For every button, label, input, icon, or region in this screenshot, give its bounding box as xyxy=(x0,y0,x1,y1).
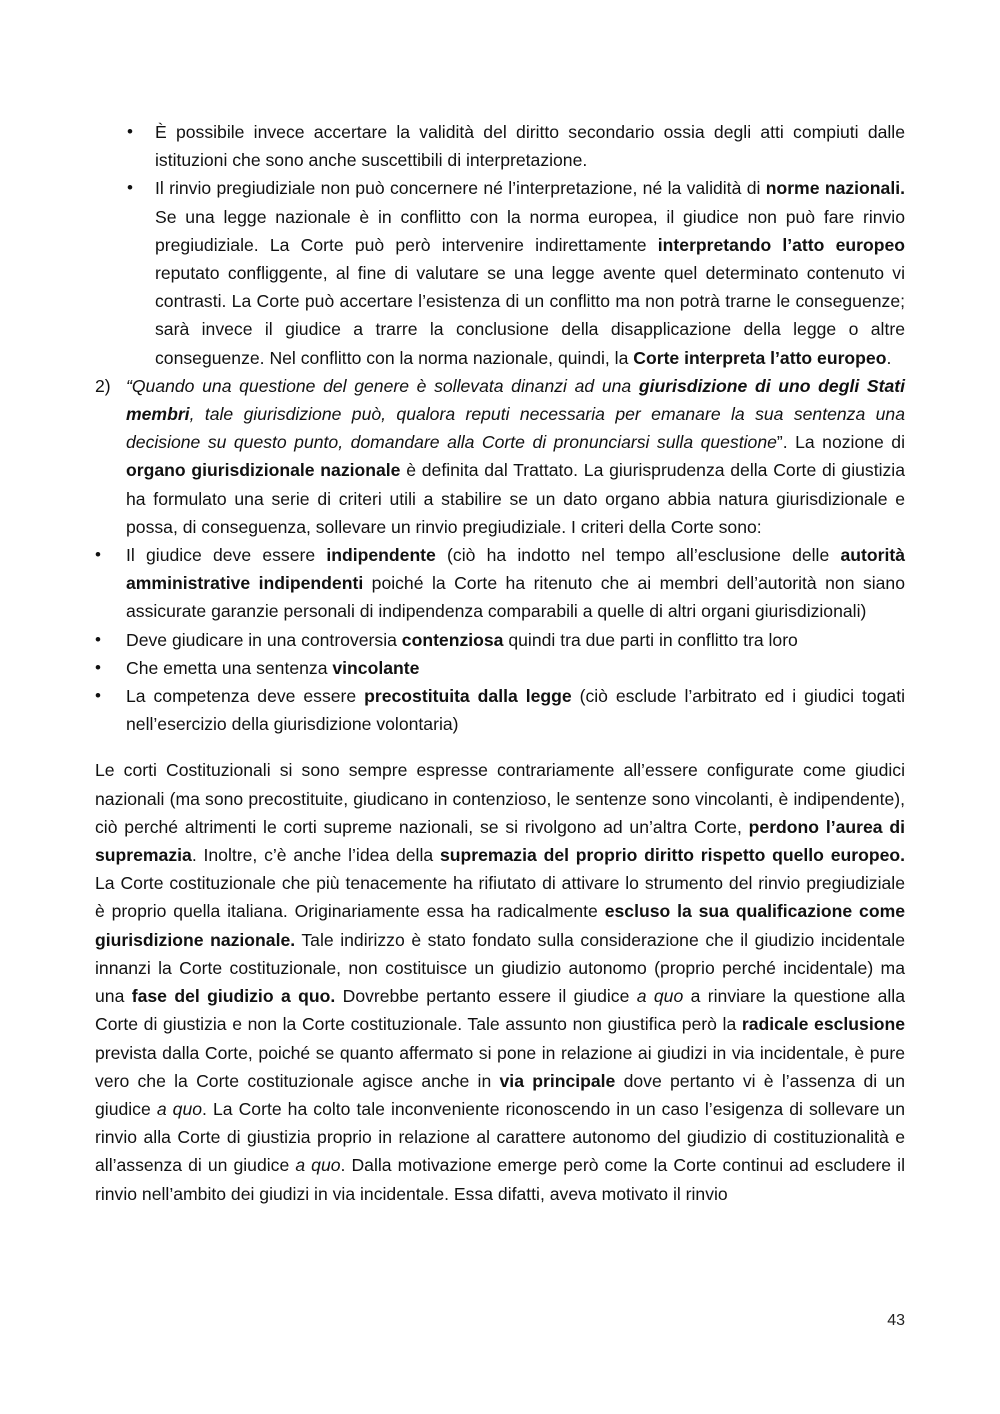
bullet-item xyxy=(95,174,905,371)
text-run: quindi tra due parti in conflitto tra loro xyxy=(503,629,798,650)
text-run: . La Corte ha colto tale inconveniente riconoscendo in un caso l’esigenza di sollevare un rinvio alla Corte di giustizia proprio in relazione al carattere autonomo del giudizio di costituzionalità e all’assenza di un giudice xyxy=(95,1098,905,1176)
body-paragraph xyxy=(95,756,905,1207)
criteria-bullet-item xyxy=(95,626,905,654)
text-run: . xyxy=(886,347,892,368)
italic-text-run: , tale giurisdizione può, qualora reputi necessaria per emanare la sua sentenza una decisione su questo punto, domandare alla Corte di pronunciarsi sulla questione xyxy=(126,404,905,453)
criteria-bullet-item xyxy=(95,541,905,626)
bullet-item xyxy=(95,118,905,174)
page-number: 43 xyxy=(887,1312,905,1329)
text-run: dove pertanto vi è l’assenza di un giudice xyxy=(95,1070,905,1119)
bold-text-run: giurisdizione di uno degli Stati membri xyxy=(126,375,905,425)
bold-text-run: escluso la sua qualificazione come giurisdizione nazionale. xyxy=(95,901,905,950)
bold-text-run: via principale xyxy=(499,1070,616,1091)
bold-text-run: autorità amministrative indipendenti xyxy=(126,545,905,594)
text-run: Se una legge nazionale è in conflitto con la norma europea, il giudice non può fare rinvio pregiudiziale. La Corte può però intervenire indirettamente xyxy=(155,206,905,255)
page-body xyxy=(95,118,905,1208)
text-run: (ciò ha indotto nel tempo all’esclusione delle xyxy=(435,545,841,566)
text-run: è definita dal Trattato. La giurisprudenza della Corte di giustizia ha formulato una serie di criteri utili a stabilire se un dato organo abbia natura giurisdizionale e possa, di conseguenza, sollevare un rinvio pregiudiziale. I criteri della Corte sono: xyxy=(126,460,905,537)
criteria-bullet-item xyxy=(95,682,905,738)
text-run: Deve giudicare in una controversia xyxy=(126,629,402,650)
italic-text-run: “Quando una questione del genere è sollevata dinanzi ad una xyxy=(126,375,639,396)
text-run: . Dalla motivazione emerge però come la Corte continui ad escludere il rinvio nell’ambito dei giudizi in via incidentale. Essa difatti, aveva motivato il rinvio xyxy=(95,1155,905,1204)
bold-text-run: vincolante xyxy=(332,657,420,678)
criteria-bullet-item xyxy=(95,654,905,682)
italic-text-run: a quo xyxy=(295,1155,341,1176)
italic-text-run: a quo xyxy=(156,1098,203,1119)
bold-text-run: indipendente xyxy=(326,545,436,566)
bold-text-run: contenziosa xyxy=(401,629,504,650)
numbered-item xyxy=(95,372,905,541)
list-number: 2) xyxy=(95,375,111,396)
text-run: È possibile invece accertare la validità del diritto secondario ossia degli atti compiuti dalle istituzioni che sono anche suscettibili di interpretazione. xyxy=(155,122,905,171)
text-run: La Corte costituzionale che più tenacemente ha rifiutato di attivare lo strumento del rinvio pregiudiziale è proprio quella italiana. Originariamente essa ha radicalmente xyxy=(95,873,905,922)
text-run: Il rinvio pregiudiziale non può concernere né l’interpretazione, né la validità di xyxy=(155,178,766,199)
text-run: . Inoltre, c’è anche l’idea della xyxy=(191,845,440,866)
bold-text-run: fase del giudizio a quo. xyxy=(131,986,336,1007)
text-run: reputato confliggente, al fine di valutare se una legge avente quel determinato contenuto vi contrasti. La Corte può accertare l’esistenza di un conflitto ma non potrà trarne le conseguenze; sarà invece il giudice a trarre la conclusione della disapplicazione della legge o altre conseguenze. Nel conflitto con la norma nazionale, quindi, la xyxy=(155,263,905,368)
text-run: prevista dalla Corte, poiché se quanto affermato si pone in relazione ai giudizi in via incidentale, è pure vero che la Corte costituzionale agisce anche in xyxy=(95,1042,905,1091)
text-run: Che emetta una sentenza xyxy=(126,657,333,678)
text-run: (ciò esclude l’arbitrato ed i giudici togati nell’esercizio della giurisdizione volontaria) xyxy=(126,686,905,735)
text-run: La competenza deve essere xyxy=(126,686,365,707)
text-run: a rinviare la questione alla Corte di giustizia e non la Corte costituzionale. Tale assunto non giustifica però la xyxy=(95,986,905,1035)
bold-text-run: radicale esclusione xyxy=(741,1014,905,1035)
text-run: Il giudice deve essere xyxy=(126,545,327,566)
bold-text-run: precostituita dalla legge xyxy=(364,686,572,707)
text-run: Dovrebbe pertanto essere il giudice xyxy=(335,986,637,1007)
bold-text-run: interpretando l’atto europeo xyxy=(657,234,905,255)
text-run: ”. La nozione di xyxy=(776,432,905,453)
text-run: Tale indirizzo è stato fondato sulla considerazione che il giudizio incidentale innanzi la Corte costituzionale, non costituisce un giudizio autonomo (proprio perché incidentale) ma una xyxy=(95,929,905,1007)
bold-text-run: perdono l’aurea di supremazia xyxy=(95,816,905,866)
bold-text-run: norme nazionali. xyxy=(765,178,905,199)
text-run: poiché la Corte ha ritenuto che ai membri dell’autorità non siano assicurate garanzie personali di indipendenza comparabili a quelle di altri organi giurisdizionali) xyxy=(126,573,906,622)
italic-text-run: a quo xyxy=(636,986,684,1007)
bold-text-run: Corte interpreta l’atto europeo xyxy=(633,347,887,368)
text-run: Le corti Costituzionali si sono sempre espresse contrariamente all’essere configurate come giudici nazionali (ma sono precostituite, giudicano in contenzioso, le sentenze sono vincolanti, è indipendente), ciò perché altrimenti le corti supreme nazionali, se si rivolgono ad un’altra Corte, xyxy=(95,760,905,837)
bold-text-run: organo giurisdizionale nazionale xyxy=(126,460,401,481)
bold-text-run: supremazia del proprio diritto rispetto quello europeo. xyxy=(439,845,906,866)
